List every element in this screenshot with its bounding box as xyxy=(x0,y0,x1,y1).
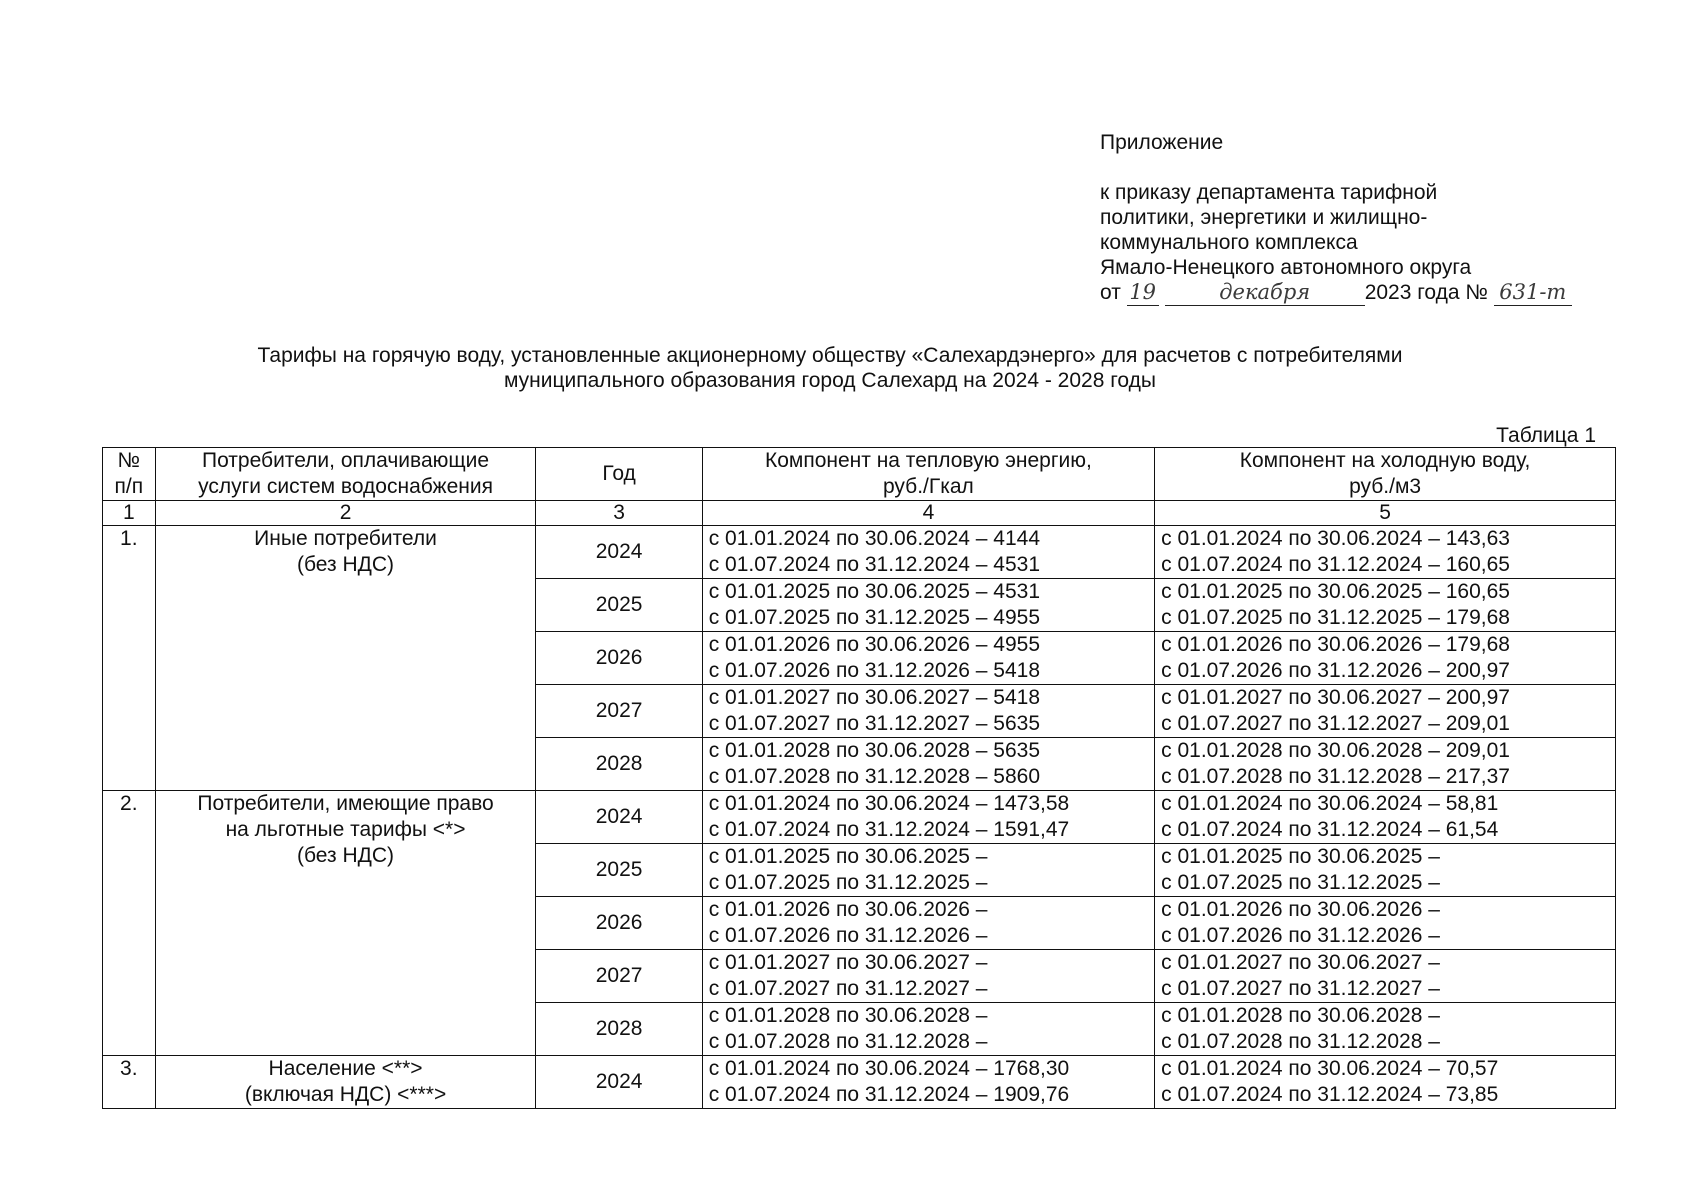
header-row xyxy=(103,448,1616,501)
year-cell: 2028 xyxy=(536,1003,702,1056)
cold-tariff-cell xyxy=(1155,1003,1616,1056)
year-cell: 2027 xyxy=(536,685,702,738)
consumer-line: на льготные тарифы <*> xyxy=(225,818,466,841)
year-cell: 2024 xyxy=(536,526,702,579)
header-num: № п/п xyxy=(103,448,156,501)
cold-tariff-cell xyxy=(1155,526,1616,579)
tariff-period: с 01.07.2025 по 31.12.2025 – xyxy=(1161,871,1440,894)
consumer-line: Потребители, имеющие право xyxy=(197,792,494,815)
tariff-period: с 01.07.2028 по 31.12.2028 – 217,37 xyxy=(1161,765,1510,788)
year-cell: 2025 xyxy=(536,579,702,632)
appendix-line: Ямало-Ненецкого автономного округа xyxy=(1100,256,1472,279)
date-suffix: 2023 года № xyxy=(1364,281,1488,304)
document-title xyxy=(100,343,1560,393)
cold-tariff-cell xyxy=(1155,579,1616,632)
tariff-period: с 01.01.2025 по 30.06.2025 – 4531 xyxy=(708,580,1041,603)
tariff-period: с 01.07.2024 по 31.12.2024 – 160,65 xyxy=(1161,553,1510,576)
heat-tariff-cell xyxy=(702,685,1154,738)
consumer-line: (включая НДС) <***> xyxy=(244,1083,447,1106)
year-cell: 2026 xyxy=(536,897,702,950)
tariff-period: с 01.07.2026 по 31.12.2026 – xyxy=(1161,924,1440,947)
tariff-period: с 01.01.2025 по 30.06.2025 – 160,65 xyxy=(1161,580,1510,603)
tariff-period: с 01.07.2025 по 31.12.2025 – 179,68 xyxy=(1161,606,1510,629)
tariff-period: с 01.07.2024 по 31.12.2024 – 1909,76 xyxy=(708,1083,1070,1106)
cold-tariff-cell xyxy=(1155,738,1616,791)
cold-tariff-cell xyxy=(1155,685,1616,738)
consumer-line: (без НДС) xyxy=(297,844,395,867)
year-cell: 2028 xyxy=(536,738,702,791)
tariff-period: с 01.07.2028 по 31.12.2028 – xyxy=(1161,1030,1440,1053)
tariff-period: с 01.07.2028 по 31.12.2028 – 5860 xyxy=(708,765,1041,788)
appendix-line: политики, энергетики и жилищно- xyxy=(1100,206,1428,229)
tariff-period: с 01.01.2024 по 30.06.2024 – 4144 xyxy=(708,527,1041,550)
heat-tariff-cell xyxy=(702,579,1154,632)
tariff-period: с 01.01.2026 по 30.06.2026 – xyxy=(708,898,988,921)
tariff-period: с 01.01.2028 по 30.06.2028 – 5635 xyxy=(708,739,1041,762)
tariff-period: с 01.07.2027 по 31.12.2027 – 5635 xyxy=(708,712,1041,735)
heat-tariff-cell xyxy=(702,897,1154,950)
year-cell: 2024 xyxy=(536,1056,702,1109)
column-number: 5 xyxy=(1155,501,1616,526)
year-cell: 2025 xyxy=(536,844,702,897)
header-cold: Компонент на холодную воду, руб./м3 xyxy=(1155,448,1616,501)
tariff-period: с 01.07.2027 по 31.12.2027 – xyxy=(708,977,988,1000)
column-number: 2 xyxy=(155,501,536,526)
handwritten-day: 19 xyxy=(1127,280,1159,306)
title-line: Тарифы на горячую воду, установленные акционерному обществу «Салехардэнерго» для расчетов с потребителями xyxy=(257,344,1403,367)
header-heat: Компонент на тепловую энергию, руб./Гкал xyxy=(702,448,1154,501)
tariff-period: с 01.01.2027 по 30.06.2027 – 5418 xyxy=(708,686,1041,709)
column-number: 4 xyxy=(702,501,1154,526)
tariff-period: с 01.01.2025 по 30.06.2025 – xyxy=(1161,845,1440,868)
cold-tariff-cell xyxy=(1155,1056,1616,1109)
handwritten-month: декабря xyxy=(1165,280,1365,306)
tariff-period: с 01.01.2028 по 30.06.2028 – 209,01 xyxy=(1161,739,1510,762)
cold-tariff-cell xyxy=(1155,791,1616,844)
consumer-line: Иные потребители xyxy=(254,527,437,550)
appendix-line: коммунального комплекса xyxy=(1100,231,1358,254)
tariff-period: с 01.01.2024 по 30.06.2024 – 58,81 xyxy=(1161,792,1499,815)
tariff-period: с 01.01.2026 по 30.06.2026 – xyxy=(1161,898,1440,921)
group-number: 3. xyxy=(103,1056,156,1109)
heat-tariff-cell xyxy=(702,1003,1154,1056)
tariff-period: с 01.01.2026 по 30.06.2026 – 4955 xyxy=(708,633,1041,656)
cold-tariff-cell xyxy=(1155,844,1616,897)
consumer-category xyxy=(155,1056,536,1109)
group-number: 1. xyxy=(103,526,156,791)
column-number: 3 xyxy=(536,501,702,526)
tariff-period: с 01.01.2024 по 30.06.2024 – 1768,30 xyxy=(708,1057,1070,1080)
table-row xyxy=(103,1056,1616,1109)
year-cell: 2024 xyxy=(536,791,702,844)
heat-tariff-cell xyxy=(702,738,1154,791)
table-row xyxy=(103,526,1616,579)
tariff-period: с 01.01.2024 по 30.06.2024 – 143,63 xyxy=(1161,527,1510,550)
tariff-period: с 01.07.2027 по 31.12.2027 – xyxy=(1161,977,1440,1000)
heat-tariff-cell xyxy=(702,791,1154,844)
column-number: 1 xyxy=(103,501,156,526)
table-caption: Таблица 1 xyxy=(1496,424,1596,447)
table-row xyxy=(103,791,1616,844)
tariff-period: с 01.07.2027 по 31.12.2027 – 209,01 xyxy=(1161,712,1510,735)
consumer-line: (без НДС) xyxy=(297,553,395,576)
tariff-period: с 01.01.2024 по 30.06.2024 – 1473,58 xyxy=(708,792,1070,815)
year-cell: 2027 xyxy=(536,950,702,1003)
year-cell: 2026 xyxy=(536,632,702,685)
date-prefix: от xyxy=(1100,281,1121,304)
tariff-period: с 01.07.2026 по 31.12.2026 – 200,97 xyxy=(1161,659,1510,682)
tariff-period: с 01.01.2028 по 30.06.2028 – xyxy=(1161,1004,1440,1027)
tariff-period: с 01.07.2024 по 31.12.2024 – 61,54 xyxy=(1161,818,1499,841)
tariff-period: с 01.01.2027 по 30.06.2027 – xyxy=(708,951,988,974)
heat-tariff-cell xyxy=(702,950,1154,1003)
appendix-block xyxy=(1100,130,1572,306)
title-line: муниципального образования город Салехард на 2024 - 2028 годы xyxy=(504,369,1156,392)
tariff-period: с 01.07.2026 по 31.12.2026 – 5418 xyxy=(708,659,1041,682)
tariff-period: с 01.07.2026 по 31.12.2026 – xyxy=(708,924,988,947)
appendix-line: к приказу департамента тарифной xyxy=(1100,181,1438,204)
tariff-period: с 01.07.2025 по 31.12.2025 – 4955 xyxy=(708,606,1041,629)
tariff-period: с 01.01.2028 по 30.06.2028 – xyxy=(708,1004,988,1027)
tariff-period: с 01.01.2027 по 30.06.2027 – xyxy=(1161,951,1440,974)
tariff-period: с 01.01.2026 по 30.06.2026 – 179,68 xyxy=(1161,633,1510,656)
column-number-row xyxy=(103,501,1616,526)
heat-tariff-cell xyxy=(702,526,1154,579)
tariff-period: с 01.07.2024 по 31.12.2024 – 4531 xyxy=(708,553,1041,576)
tariff-period: с 01.07.2025 по 31.12.2025 – xyxy=(708,871,988,894)
group-number: 2. xyxy=(103,791,156,1056)
cold-tariff-cell xyxy=(1155,950,1616,1003)
tariff-table xyxy=(102,447,1616,1109)
heat-tariff-cell xyxy=(702,632,1154,685)
handwritten-order-number: 631-т xyxy=(1494,280,1572,306)
cold-tariff-cell xyxy=(1155,897,1616,950)
consumer-line: Население <**> xyxy=(268,1057,423,1080)
tariff-period: с 01.01.2027 по 30.06.2027 – 200,97 xyxy=(1161,686,1510,709)
tariff-period: с 01.01.2024 по 30.06.2024 – 70,57 xyxy=(1161,1057,1499,1080)
consumer-category xyxy=(155,791,536,1056)
tariff-period: с 01.07.2024 по 31.12.2024 – 73,85 xyxy=(1161,1083,1499,1106)
tariff-period: с 01.01.2025 по 30.06.2025 – xyxy=(708,845,988,868)
tariff-period: с 01.07.2028 по 31.12.2028 – xyxy=(708,1030,988,1053)
heat-tariff-cell xyxy=(702,1056,1154,1109)
header-consumers: Потребители, оплачивающие услуги систем водоснабжения xyxy=(155,448,536,501)
appendix-title: Приложение xyxy=(1100,131,1224,154)
header-year: Год xyxy=(536,448,702,501)
cold-tariff-cell xyxy=(1155,632,1616,685)
consumer-category xyxy=(155,526,536,791)
tariff-body xyxy=(103,526,1616,1109)
tariff-period: с 01.07.2024 по 31.12.2024 – 1591,47 xyxy=(708,818,1070,841)
heat-tariff-cell xyxy=(702,844,1154,897)
order-date-line xyxy=(1100,280,1572,306)
